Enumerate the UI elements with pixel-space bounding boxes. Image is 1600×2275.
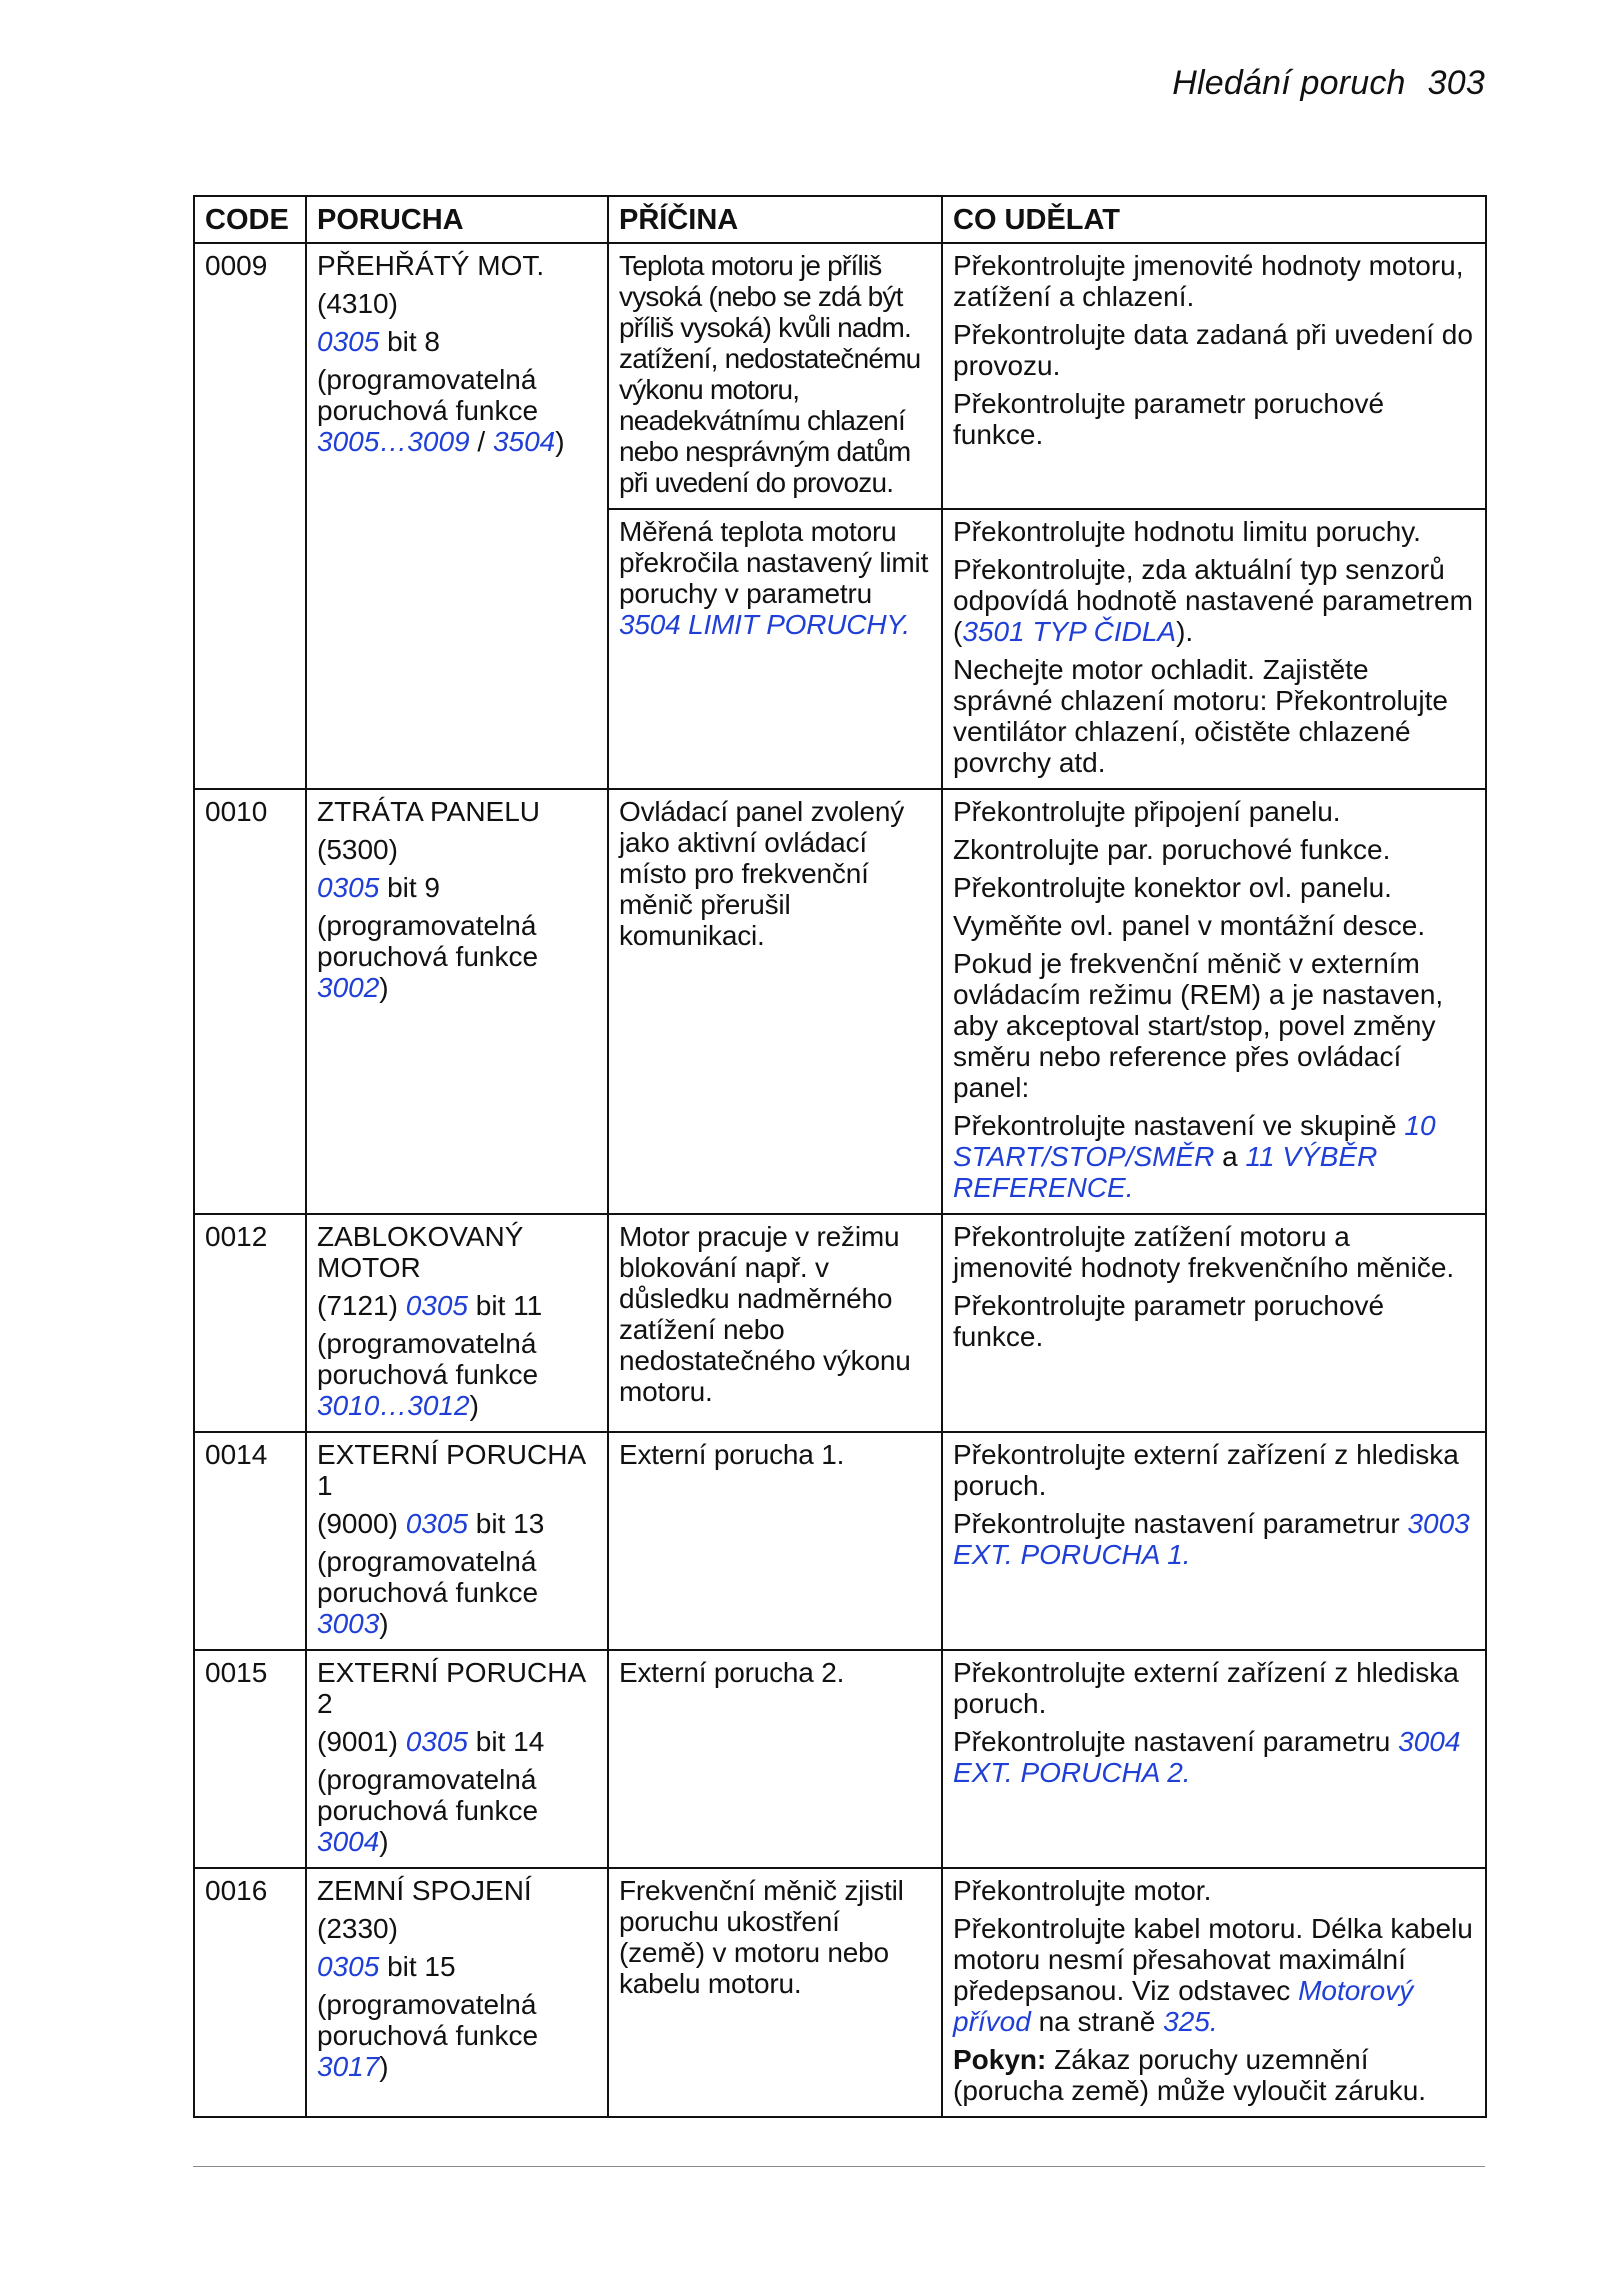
action-note (953, 2044, 1475, 2106)
fault-code: 0010 (194, 789, 306, 1214)
cause-cell (608, 1432, 942, 1650)
fault-name: PŘEHŘÁTÝ MOT. (317, 250, 545, 281)
action-item: Překontrolujte zatížení motoru a jmenovité hodnoty frekvenčního měniče. (953, 1221, 1455, 1283)
page-number: 303 (1427, 64, 1485, 102)
fault-status-bit (317, 872, 597, 903)
page-header (1172, 64, 1485, 103)
parameter-link[interactable]: 3017 (317, 2051, 380, 2082)
parameter-link[interactable]: 3504 (492, 426, 556, 457)
cause-cell (608, 1214, 942, 1432)
action-item: Překontrolujte parametr poruchové funkce. (953, 1290, 1385, 1352)
status-word-link[interactable]: 0305 (317, 326, 380, 357)
fault-function (317, 910, 597, 1003)
fault-cell (306, 1432, 608, 1650)
closing-paren: ) (555, 426, 565, 457)
fault-function (317, 1989, 597, 2082)
fault-name: ZEMNÍ SPOJENÍ (317, 1875, 532, 1906)
fault-code: 0012 (194, 1214, 306, 1432)
bit-label: bit 8 (379, 326, 440, 357)
status-word-link[interactable]: 0305 (405, 1508, 469, 1539)
conjunction: a (1214, 1141, 1246, 1172)
table-row (194, 1650, 1486, 1868)
fault-table (193, 195, 1487, 2118)
cause-text: Externí porucha 1. (619, 1439, 845, 1470)
table-row (194, 789, 1486, 1214)
cause-cell (608, 1868, 942, 2117)
closing-paren: ) (379, 2051, 389, 2082)
action-item (953, 1913, 1475, 2037)
bit-label: bit 15 (379, 1951, 456, 1982)
column-header-action: CO UDĚLAT (942, 196, 1486, 243)
fault-cell (306, 1868, 608, 2117)
action-end: ). (1176, 616, 1194, 647)
fault-cell (306, 1650, 608, 1868)
fault-function (317, 364, 597, 457)
fault-id: (4310) (317, 288, 398, 319)
action-cell (942, 1432, 1486, 1650)
fault-function (317, 1328, 597, 1421)
parameter-link[interactable]: 3501 TYP ČIDLA (962, 616, 1177, 647)
fault-function (317, 1764, 597, 1857)
section-link[interactable]: Motorový přívod (953, 1975, 1414, 2037)
action-item: Překontrolujte hodnotu limitu poruchy. (953, 516, 1421, 547)
cause-text: Frekvenční měnič zjistil poruchu ukostření (země) v motoru nebo kabelu motoru. (619, 1875, 904, 1999)
action-item (953, 1110, 1475, 1203)
fault-name: ZABLOKOVANÝ MOTOR (317, 1221, 524, 1283)
fault-name: EXTERNÍ PORUCHA 1 (317, 1439, 585, 1501)
function-label: (programovatelná poruchová funkce (317, 1546, 539, 1608)
action-item: Překontrolujte parametr poruchové funkce. (953, 388, 1385, 450)
period: . (1182, 1757, 1191, 1788)
action-item: Překontrolujte jmenovité hodnoty motoru, zatížení a chlazení. (953, 250, 1464, 312)
period: . (1182, 1539, 1191, 1570)
cause-body: Měřená teplota motoru překročila nastavený limit poruchy v parametru (619, 516, 929, 609)
page-link[interactable]: 325 (1163, 2006, 1210, 2037)
table-header-row (194, 196, 1486, 243)
bit-label: bit 14 (468, 1726, 545, 1757)
action-item: Zkontrolujte par. poruchové funkce. (953, 834, 1391, 865)
fault-id: (9000) (317, 1508, 406, 1539)
fault-status-bit (317, 1726, 597, 1757)
action-item: Překontrolujte motor. (953, 1875, 1212, 1906)
action-body: Překontrolujte nastavení parametrur (953, 1508, 1408, 1539)
fault-cell (306, 1214, 608, 1432)
period: . (1209, 2006, 1218, 2037)
fault-name: ZTRÁTA PANELU (317, 796, 541, 827)
function-label: (programovatelná poruchová funkce (317, 1328, 539, 1390)
table-row (194, 1868, 1486, 2117)
fault-id: (2330) (317, 1913, 398, 1944)
action-body: na straně (1030, 2006, 1164, 2037)
footer-divider (193, 2166, 1485, 2167)
note-label: Pokyn: (953, 2044, 1047, 2075)
bit-label: bit 9 (379, 872, 440, 903)
range-separator: … (379, 1390, 408, 1421)
cause-cell (608, 243, 942, 509)
action-item: Překontrolujte externí zařízení z hlediska poruch. (953, 1439, 1459, 1501)
fault-id: (9001) (317, 1726, 406, 1757)
fault-code: 0015 (194, 1650, 306, 1868)
closing-paren: ) (379, 1826, 389, 1857)
parameter-link[interactable]: 3003 EXT. PORUCHA 1 (953, 1508, 1470, 1570)
status-word-link[interactable]: 0305 (317, 872, 380, 903)
fault-id: (5300) (317, 834, 398, 865)
column-header-fault: PORUCHA (306, 196, 608, 243)
fault-status-bit (317, 1290, 597, 1321)
parameter-link[interactable]: 3002 (317, 972, 380, 1003)
parameter-group-link[interactable]: 10 START/STOP/SMĚR (953, 1110, 1436, 1172)
cause-text: Ovládací panel zvolený jako aktivní ovládací místo pro frekvenční měnič přerušil komunikaci. (619, 796, 905, 951)
list-separator: / (469, 426, 493, 457)
status-word-link[interactable]: 0305 (405, 1726, 469, 1757)
action-cell (942, 243, 1486, 509)
period: . (902, 609, 910, 640)
closing-paren: ) (469, 1390, 479, 1421)
parameter-link[interactable]: 3012 (407, 1390, 470, 1421)
parameter-link[interactable]: 3003 (317, 1608, 380, 1639)
fault-cell (306, 789, 608, 1214)
cause-text: Externí porucha 2. (619, 1657, 845, 1688)
parameter-link[interactable]: 3004 (317, 1826, 380, 1857)
column-header-code: CODE (194, 196, 306, 243)
column-header-cause: PŘÍČINA (608, 196, 942, 243)
function-label: (programovatelná poruchová funkce (317, 910, 539, 972)
fault-id: (7121) (317, 1290, 406, 1321)
closing-paren: ) (379, 972, 389, 1003)
status-word-link[interactable]: 0305 (405, 1290, 469, 1321)
action-item: Pokud je frekvenční měnič v externím ovládacím režimu (REM) a je nastaven, aby akceptoval start/stop, povel změny směru nebo reference přes ovládací panel: (953, 948, 1444, 1103)
status-word-link[interactable]: 0305 (317, 1951, 380, 1982)
fault-cell (306, 243, 608, 789)
table-row (194, 1432, 1486, 1650)
period: . (1125, 1172, 1134, 1203)
bit-label: bit 11 (468, 1290, 543, 1321)
action-item: Překontrolujte konektor ovl. panelu. (953, 872, 1392, 903)
parameter-link[interactable]: 3504 LIMIT PORUCHY (619, 609, 903, 640)
action-body: Překontrolujte, zda aktuální typ senzorů odpovídá hodnotě nastavené parametrem ( (953, 554, 1473, 647)
action-item: Vyměňte ovl. panel v montážní desce. (953, 910, 1426, 941)
parameter-group-link[interactable]: 11 VÝBĚR REFERENCE (953, 1141, 1378, 1203)
note-text: Zákaz poruchy uzemnění (porucha země) může vyloučit záruku. (953, 2044, 1427, 2106)
action-item: Překontrolujte data zadaná při uvedení do provozu. (953, 319, 1473, 381)
action-body: Překontrolujte kabel motoru. Délka kabelu motoru nesmí přesahovat maximální předepsanou. Viz odstavec (953, 1913, 1473, 2006)
parameter-link[interactable]: 3010 (317, 1390, 380, 1421)
function-label: (programovatelná poruchová funkce (317, 1764, 539, 1826)
fault-code: 0016 (194, 1868, 306, 2117)
action-cell (942, 789, 1486, 1214)
action-item (953, 554, 1475, 647)
fault-code: 0009 (194, 243, 306, 789)
table-row (194, 1214, 1486, 1432)
fault-name: EXTERNÍ PORUCHA 2 (317, 1657, 585, 1719)
table-row (194, 243, 1486, 509)
cause-cell (608, 789, 942, 1214)
action-item (953, 1508, 1475, 1570)
action-cell (942, 1650, 1486, 1868)
fault-status-bit (317, 1508, 597, 1539)
action-cell (942, 1868, 1486, 2117)
parameter-link[interactable]: 3009 (407, 426, 470, 457)
action-cell (942, 1214, 1486, 1432)
fault-function (317, 1546, 597, 1639)
fault-code: 0014 (194, 1432, 306, 1650)
cause-cell (608, 509, 942, 789)
action-cell (942, 509, 1486, 789)
action-item: Nechejte motor ochladit. Zajistěte správné chlazení motoru: Překontrolujte ventilátor chlazení, očistěte chlazené povrchy atd. (953, 654, 1448, 778)
fault-status-bit (317, 326, 597, 357)
action-body: Překontrolujte nastavení parametru (953, 1726, 1399, 1757)
parameter-link[interactable]: 3005 (317, 426, 380, 457)
action-item: Překontrolujte externí zařízení z hlediska poruch. (953, 1657, 1459, 1719)
action-item: Překontrolujte připojení panelu. (953, 796, 1341, 827)
cause-cell (608, 1650, 942, 1868)
cause-text (619, 516, 931, 640)
function-label: (programovatelná poruchová funkce (317, 1989, 539, 2051)
parameter-link[interactable]: 3004 EXT. PORUCHA 2 (953, 1726, 1461, 1788)
action-body: Překontrolujte nastavení ve skupině (953, 1110, 1405, 1141)
action-item (953, 1726, 1475, 1788)
fault-status-bit (317, 1951, 597, 1982)
bit-label: bit 13 (468, 1508, 545, 1539)
range-separator: … (379, 426, 408, 457)
section-title: Hledání poruch (1172, 64, 1406, 102)
cause-text: Teplota motoru je příliš vysoká (nebo se zdá být příliš vysoká) kvůli nadm. zatížení, nedostatečnému výkonu motoru, neadekvátnímu chlazení nebo nesprávným datům při uvedení do provozu. (619, 250, 921, 498)
cause-text: Motor pracuje v režimu blokování např. v důsledku nadměrného zatížení nebo nedostatečného výkonu motoru. (619, 1221, 911, 1407)
closing-paren: ) (379, 1608, 389, 1639)
function-label: (programovatelná poruchová funkce (317, 364, 539, 426)
